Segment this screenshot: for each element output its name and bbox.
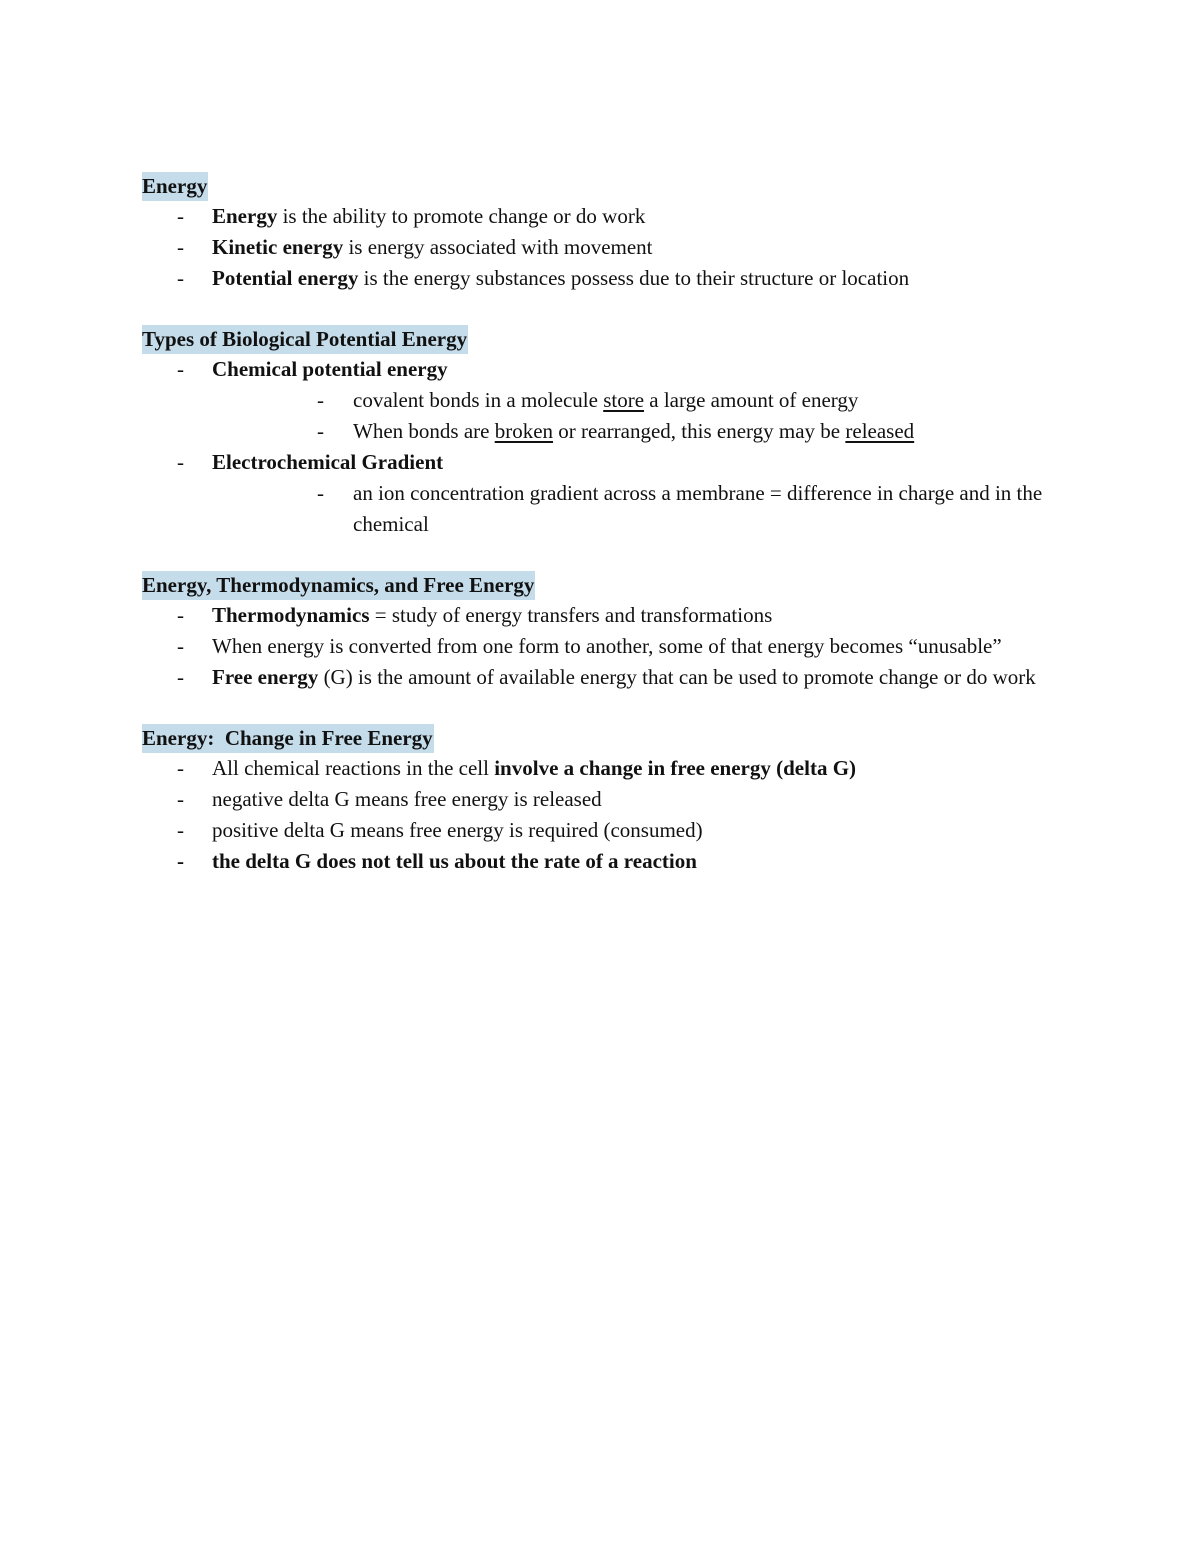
list-item (142, 354, 1072, 447)
underlined-word: broken (494, 419, 554, 443)
list-item (142, 631, 1072, 662)
list-item (142, 784, 1072, 815)
dash-bullet: - (177, 665, 184, 689)
dash-bullet: - (177, 818, 184, 842)
dash-bullet: - (177, 204, 184, 228)
dash-bullet: - (317, 419, 324, 443)
item-text: or rearranged, this energy may be (553, 419, 846, 443)
dash-bullet: - (177, 450, 184, 474)
list-item (142, 846, 1072, 877)
item-text: covalent bonds in a molecule (353, 388, 604, 412)
section-change-in-free-energy (142, 724, 1072, 877)
bold-term: Thermodynamics (212, 603, 370, 627)
list-item (142, 201, 1072, 232)
bold-term: Potential energy (212, 266, 359, 290)
list-item (142, 600, 1072, 631)
item-text: = study of energy transfers and transformations (369, 603, 773, 627)
bold-term: Free energy (212, 665, 319, 689)
section-biological-potential-energy (142, 325, 1072, 540)
item-text: is energy associated with movement (343, 235, 653, 259)
list-item (142, 662, 1072, 693)
dash-bullet: - (317, 388, 324, 412)
bold-term: involve a change in free energy (delta G) (494, 756, 857, 780)
list-item (142, 232, 1072, 263)
list-item (142, 263, 1072, 294)
item-text: an ion concentration gradient across a membrane = difference in charge and in the chemical (353, 481, 1043, 536)
document-page (142, 172, 1072, 908)
dash-bullet: - (177, 634, 184, 658)
item-text: (G) is the amount of available energy that can be used to promote change or do work (318, 665, 1036, 689)
item-text: When bonds are (353, 419, 495, 443)
dash-bullet: - (177, 603, 184, 627)
section-heading: Energy, Thermodynamics, and Free Energy (142, 571, 535, 600)
section-heading: Energy: Change in Free Energy (142, 724, 434, 753)
section-heading: Types of Biological Potential Energy (142, 325, 468, 354)
bullet-list (142, 354, 1072, 540)
item-text: negative delta G means free energy is released (212, 787, 602, 811)
list-item (142, 815, 1072, 846)
bold-term: Kinetic energy (212, 235, 344, 259)
bold-term: Chemical potential energy (212, 357, 448, 381)
section-energy (142, 172, 1072, 294)
list-item (142, 753, 1072, 784)
dash-bullet: - (177, 787, 184, 811)
underlined-word: released (845, 419, 915, 443)
item-text: a large amount of energy (644, 388, 859, 412)
dash-bullet: - (177, 756, 184, 780)
bold-term: Energy (212, 204, 278, 228)
bold-term: the delta G does not tell us about the rate of a reaction (212, 849, 697, 873)
sub-list-item (282, 478, 1072, 540)
list-item (142, 447, 1072, 540)
item-text: positive delta G means free energy is required (consumed) (212, 818, 703, 842)
section-thermodynamics (142, 571, 1072, 693)
sub-list-item (282, 385, 1072, 416)
underlined-word: store (603, 388, 645, 412)
item-text: is the energy substances possess due to their structure or location (358, 266, 910, 290)
bold-term: Electrochemical Gradient (212, 450, 444, 474)
item-text: When energy is converted from one form to another, some of that energy becomes “unusable” (212, 634, 1002, 658)
dash-bullet: - (177, 235, 184, 259)
bullet-list (142, 753, 1072, 877)
bullet-list (142, 201, 1072, 294)
sub-bullet-list (282, 385, 1072, 447)
dash-bullet: - (177, 849, 184, 873)
dash-bullet: - (177, 266, 184, 290)
bullet-list (142, 600, 1072, 693)
sub-bullet-list (282, 478, 1072, 540)
dash-bullet: - (317, 481, 324, 505)
section-heading: Energy (142, 172, 208, 201)
item-text: is the ability to promote change or do work (277, 204, 646, 228)
item-text: All chemical reactions in the cell (212, 756, 495, 780)
dash-bullet: - (177, 357, 184, 381)
sub-list-item (282, 416, 1072, 447)
